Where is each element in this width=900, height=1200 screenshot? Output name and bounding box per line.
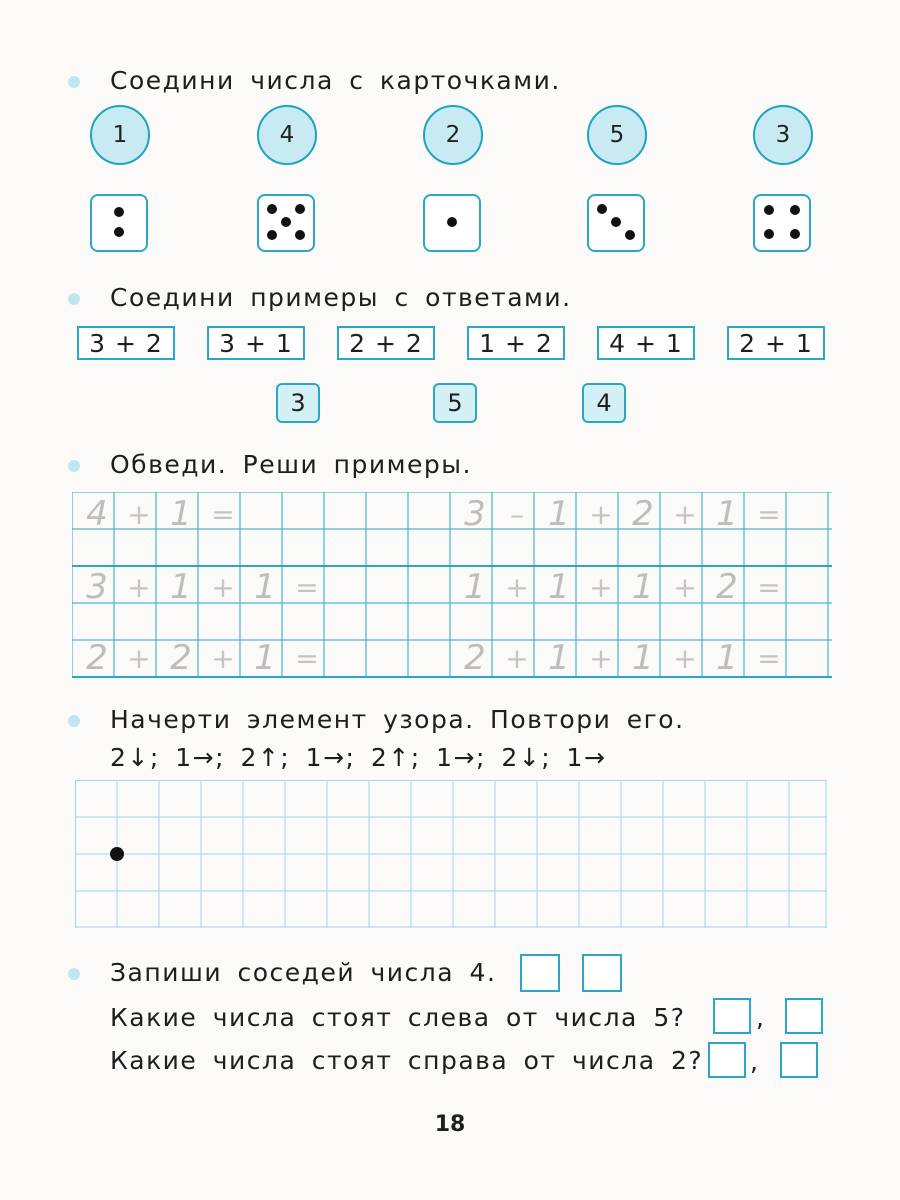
trace-digit: 2 (632, 494, 654, 534)
trace-digit: 2 (716, 567, 738, 607)
bullet-dot (68, 293, 80, 305)
bullet-dot (68, 460, 80, 472)
trace-operator: + (673, 498, 697, 531)
trace-digit: 1 (254, 638, 276, 678)
dice-pip (295, 204, 305, 214)
trace-digit: 1 (170, 567, 192, 607)
trace-operator: + (505, 571, 529, 604)
expression-card[interactable]: 2 + 1 (727, 326, 825, 360)
dice-pip (790, 205, 800, 215)
trace-digit: 1 (632, 567, 654, 607)
dice-card-3[interactable] (587, 194, 645, 252)
trace-digit: 1 (548, 638, 570, 678)
dice-pip (447, 217, 457, 227)
trace-operator: + (673, 571, 697, 604)
dice-pip (114, 207, 124, 217)
dice-card-5[interactable] (257, 194, 315, 252)
dice-pip (625, 230, 635, 240)
dice-pip (295, 230, 305, 240)
task-5-text: Запиши соседей числа 4. (110, 958, 497, 987)
trace-digit: 1 (254, 567, 276, 607)
trace-operator: = (211, 498, 235, 531)
answer-box[interactable] (713, 998, 751, 1034)
trace-digit: 2 (86, 638, 108, 678)
pattern-instructions: 2↓; 1→; 2↑; 1→; 2↑; 1→; 2↓; 1→ (110, 743, 607, 772)
dice-pip (597, 204, 607, 214)
trace-operator: + (127, 642, 151, 675)
start-dot (110, 847, 124, 861)
trace-operator: + (589, 642, 613, 675)
task-2-text: Соедини примеры с ответами. (110, 283, 572, 312)
task-1-text: Соедини числа с карточками. (110, 66, 561, 95)
question-left-of-5: Какие числа стоят слева от числа 5? (110, 1003, 686, 1032)
dice-card-1[interactable] (423, 194, 481, 252)
trace-digit: 1 (716, 494, 738, 534)
comma: , (750, 1047, 758, 1076)
trace-digit: 2 (464, 638, 486, 678)
expression-card[interactable]: 1 + 2 (467, 326, 565, 360)
trace-operator: = (295, 571, 319, 604)
trace-digit: 1 (170, 494, 192, 534)
trace-operator: + (211, 642, 235, 675)
trace-digit: 3 (86, 567, 108, 607)
trace-operator: = (757, 642, 781, 675)
expression-card[interactable]: 3 + 2 (77, 326, 175, 360)
trace-operator: – (510, 498, 524, 531)
trace-digit: 1 (632, 638, 654, 678)
dice-pip (267, 230, 277, 240)
task-3-text: Обведи. Реши примеры. (110, 450, 472, 479)
trace-digit: 1 (548, 567, 570, 607)
trace-digit: 1 (548, 494, 570, 534)
number-circle[interactable]: 5 (587, 105, 647, 165)
expression-card[interactable]: 3 + 1 (207, 326, 305, 360)
number-circle[interactable]: 1 (90, 105, 150, 165)
dice-pip (267, 204, 277, 214)
answer-box[interactable] (520, 954, 560, 992)
bullet-dot (68, 715, 80, 727)
answer-card[interactable]: 3 (276, 383, 320, 423)
trace-digit: 1 (464, 567, 486, 607)
dice-pip (114, 227, 124, 237)
bullet-dot (68, 76, 80, 88)
comma: , (756, 1003, 764, 1032)
trace-operator: + (127, 498, 151, 531)
trace-operator: = (757, 571, 781, 604)
trace-digit: 3 (464, 494, 486, 534)
trace-digit: 2 (170, 638, 192, 678)
dice-pip (790, 229, 800, 239)
trace-operator: = (295, 642, 319, 675)
answer-box[interactable] (780, 1042, 818, 1078)
trace-operator: + (673, 642, 697, 675)
expression-card[interactable]: 4 + 1 (597, 326, 695, 360)
number-circle[interactable]: 4 (257, 105, 317, 165)
page-number: 18 (434, 1112, 466, 1137)
answer-card[interactable]: 4 (582, 383, 626, 423)
answer-box[interactable] (582, 954, 622, 992)
trace-digit: 1 (716, 638, 738, 678)
answer-box[interactable] (785, 998, 823, 1034)
trace-operator: = (757, 498, 781, 531)
answer-box[interactable] (708, 1042, 746, 1078)
question-right-of-2: Какие числа стоят справа от числа 2? (110, 1046, 704, 1075)
dice-card-4[interactable] (753, 194, 811, 252)
answer-card[interactable]: 5 (433, 383, 477, 423)
trace-operator: + (589, 571, 613, 604)
expression-card[interactable]: 2 + 2 (337, 326, 435, 360)
trace-operator: + (211, 571, 235, 604)
bullet-dot (68, 968, 80, 980)
trace-operator: + (127, 571, 151, 604)
number-circle[interactable]: 3 (753, 105, 813, 165)
dice-pip (764, 205, 774, 215)
pattern-grid[interactable] (75, 780, 827, 928)
dice-pip (281, 217, 291, 227)
trace-operator: + (589, 498, 613, 531)
number-circle[interactable]: 2 (423, 105, 483, 165)
trace-digit: 4 (86, 494, 108, 534)
dice-card-2[interactable] (90, 194, 148, 252)
dice-pip (611, 217, 621, 227)
dice-pip (764, 229, 774, 239)
trace-operator: + (505, 642, 529, 675)
task-4-text: Начерти элемент узора. Повтори его. (110, 705, 685, 734)
